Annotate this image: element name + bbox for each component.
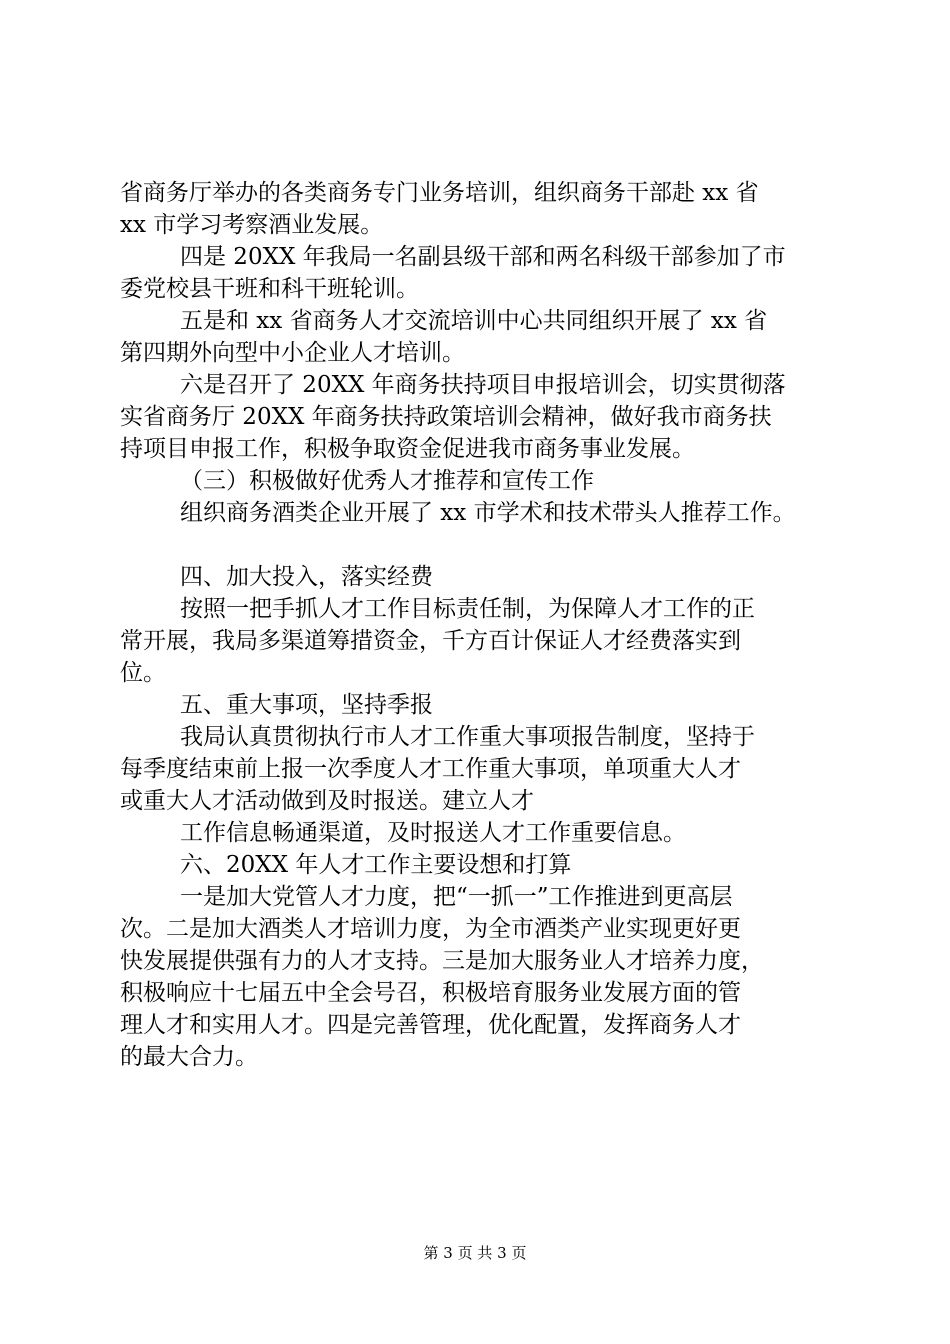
- body-line: 六是召开了 20XX 年商务扶持项目申报培训会，切实贯彻落: [180, 372, 786, 398]
- body-line: 的最大合力。: [120, 1044, 258, 1070]
- body-line: 组织商务酒类企业开展了 xx 市学术和技术带头人推荐工作。: [180, 500, 796, 526]
- body-line: 一是加大党管人才力度，把“一抓一”工作推进到更高层: [180, 884, 733, 910]
- body-line: 委党校县干班和科干班轮训。: [120, 276, 419, 302]
- page-footer: 第 3 页 共 3 页: [423, 1244, 527, 1262]
- body-line: 每季度结束前上报一次季度人才工作重大事项，单项重大人才: [120, 756, 741, 782]
- section-heading: （三）积极做好优秀人才推荐和宣传工作: [180, 468, 594, 494]
- body-line: 或重大人才活动做到及时报送。建立人才: [120, 788, 534, 814]
- body-line: 我局认真贯彻执行市人才工作重大事项报告制度，坚持于: [180, 724, 755, 750]
- body-line: 积极响应十七届五中全会号召，积极培育服务业发展方面的管: [120, 980, 741, 1006]
- body-line: 理人才和实用人才。四是完善管理，优化配置，发挥商务人才: [120, 1012, 741, 1038]
- section-heading: 四、加大投入，落实经费: [180, 564, 433, 590]
- body-line: 快发展提供强有力的人才支持。三是加大服务业人才培养力度，: [120, 948, 764, 974]
- body-line: 实省商务厅 20XX 年商务扶持政策培训会精神，做好我市商务扶: [120, 404, 772, 430]
- body-line: 次。二是加大酒类人才培训力度，为全市酒类产业实现更好更: [120, 916, 741, 942]
- section-heading: 五、重大事项，坚持季报: [180, 692, 433, 718]
- body-line: 省商务厅举办的各类商务专门业务培训，组织商务干部赴 xx 省: [120, 180, 759, 206]
- body-line: 工作信息畅通渠道，及时报送人才工作重要信息。: [180, 820, 686, 846]
- body-line: 持项目申报工作，积极争取资金促进我市商务事业发展。: [120, 436, 695, 462]
- body-line: 位。: [120, 660, 166, 686]
- body-line: 四是 20XX 年我局一名副县级干部和两名科级干部参加了市: [180, 244, 786, 270]
- body-line: 常开展，我局多渠道筹措资金，千方百计保证人才经费落实到: [120, 628, 741, 654]
- section-heading: 六、20XX 年人才工作主要设想和打算: [180, 852, 572, 878]
- body-line: xx 市学习考察酒业发展。: [120, 212, 384, 238]
- body-line: 第四期外向型中小企业人才培训。: [120, 340, 465, 366]
- body-line: 按照一把手抓人才工作目标责任制，为保障人才工作的正: [180, 596, 755, 622]
- body-line: 五是和 xx 省商务人才交流培训中心共同组织开展了 xx 省: [180, 308, 768, 334]
